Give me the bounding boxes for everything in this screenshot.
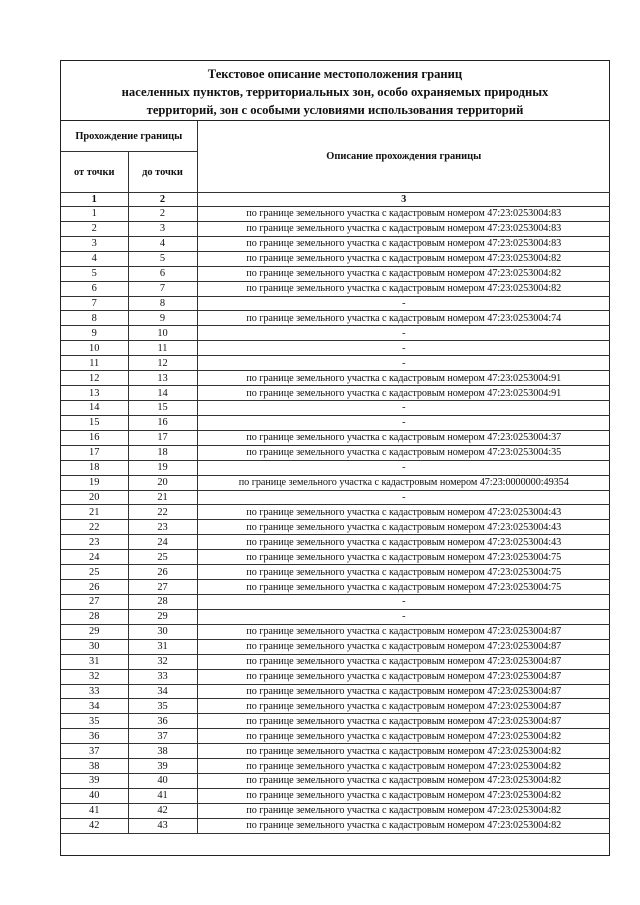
cell-from-point: 13 bbox=[61, 386, 128, 401]
table-row bbox=[61, 475, 610, 490]
cell-from-point: 37 bbox=[61, 744, 128, 759]
cell-to-point: 38 bbox=[128, 744, 197, 759]
table-row bbox=[61, 415, 610, 430]
cell-from-point: 3 bbox=[61, 236, 128, 251]
cell-from-point: 30 bbox=[61, 639, 128, 654]
table-row bbox=[61, 400, 610, 415]
boundary-table bbox=[61, 121, 610, 834]
cell-to-point: 21 bbox=[128, 490, 197, 505]
table-row bbox=[61, 236, 610, 251]
table-row bbox=[61, 326, 610, 341]
cell-to-point: 41 bbox=[128, 788, 197, 803]
cell-description: по границе земельного участка с кадастровым номером 47:23:0253004:82 bbox=[197, 266, 610, 281]
title-line-2: населенных пунктов, территориальных зон, особо охраняемых природных bbox=[121, 85, 549, 99]
cell-from-point: 12 bbox=[61, 371, 128, 386]
cell-to-point: 7 bbox=[128, 281, 197, 296]
table-row bbox=[61, 445, 610, 460]
cell-from-point: 40 bbox=[61, 788, 128, 803]
cell-description: по границе земельного участка с кадастровым номером 47:23:0253004:91 bbox=[197, 386, 610, 401]
cell-from-point: 35 bbox=[61, 714, 128, 729]
cell-description: по границе земельного участка с кадастровым номером 47:23:0253004:87 bbox=[197, 669, 610, 684]
cell-to-point: 27 bbox=[128, 580, 197, 595]
cell-to-point: 29 bbox=[128, 609, 197, 624]
cell-from-point: 15 bbox=[61, 415, 128, 430]
table-row bbox=[61, 356, 610, 371]
cell-to-point: 9 bbox=[128, 311, 197, 326]
document-title bbox=[61, 61, 609, 121]
cell-description: по границе земельного участка с кадастровым номером 47:23:0253004:43 bbox=[197, 505, 610, 520]
cell-description: по границе земельного участка с кадастровым номером 47:23:0253004:74 bbox=[197, 311, 610, 326]
cell-description: по границе земельного участка с кадастровым номером 47:23:0253004:82 bbox=[197, 788, 610, 803]
cell-to-point: 6 bbox=[128, 266, 197, 281]
cell-to-point: 12 bbox=[128, 356, 197, 371]
cell-description: по границе земельного участка с кадастровым номером 47:23:0253004:82 bbox=[197, 818, 610, 833]
table-row bbox=[61, 296, 610, 311]
cell-to-point: 40 bbox=[128, 774, 197, 789]
cell-description: - bbox=[197, 415, 610, 430]
cell-description: по границе земельного участка с кадастровым номером 47:23:0253004:43 bbox=[197, 535, 610, 550]
cell-to-point: 17 bbox=[128, 430, 197, 445]
cell-from-point: 39 bbox=[61, 774, 128, 789]
header-description: Описание прохождения границы bbox=[197, 121, 610, 193]
cell-from-point: 34 bbox=[61, 699, 128, 714]
table-row bbox=[61, 535, 610, 550]
cell-to-point: 8 bbox=[128, 296, 197, 311]
cell-description: по границе земельного участка с кадастровым номером 47:23:0253004:87 bbox=[197, 639, 610, 654]
cell-to-point: 43 bbox=[128, 818, 197, 833]
cell-to-point: 15 bbox=[128, 400, 197, 415]
cell-from-point: 22 bbox=[61, 520, 128, 535]
table-row bbox=[61, 266, 610, 281]
table-row bbox=[61, 654, 610, 669]
cell-from-point: 31 bbox=[61, 654, 128, 669]
cell-to-point: 23 bbox=[128, 520, 197, 535]
table-row bbox=[61, 759, 610, 774]
table-row bbox=[61, 684, 610, 699]
cell-description: по границе земельного участка с кадастровым номером 47:23:0253004:82 bbox=[197, 744, 610, 759]
table-row bbox=[61, 669, 610, 684]
header-to-point: до точки bbox=[128, 152, 197, 193]
cell-description: по границе земельного участка с кадастровым номером 47:23:0253004:87 bbox=[197, 654, 610, 669]
cell-description: по границе земельного участка с кадастровым номером 47:23:0253004:37 bbox=[197, 430, 610, 445]
table-row bbox=[61, 729, 610, 744]
cell-to-point: 3 bbox=[128, 221, 197, 236]
cell-from-point: 33 bbox=[61, 684, 128, 699]
cell-from-point: 14 bbox=[61, 400, 128, 415]
cell-from-point: 17 bbox=[61, 445, 128, 460]
cell-description: по границе земельного участка с кадастровым номером 47:23:0253004:82 bbox=[197, 251, 610, 266]
cell-to-point: 13 bbox=[128, 371, 197, 386]
header-boundary-group: Прохождение границы bbox=[61, 121, 197, 152]
cell-description: по границе земельного участка с кадастровым номером 47:23:0253004:87 bbox=[197, 714, 610, 729]
cell-description: по границе земельного участка с кадастровым номером 47:23:0253004:87 bbox=[197, 699, 610, 714]
cell-to-point: 35 bbox=[128, 699, 197, 714]
table-row bbox=[61, 550, 610, 565]
cell-description: по границе земельного участка с кадастровым номером 47:23:0253004:83 bbox=[197, 236, 610, 251]
cell-description: по границе земельного участка с кадастровым номером 47:23:0253004:82 bbox=[197, 774, 610, 789]
cell-description: - bbox=[197, 400, 610, 415]
table-row bbox=[61, 788, 610, 803]
table-row bbox=[61, 565, 610, 580]
cell-to-point: 19 bbox=[128, 460, 197, 475]
cell-description: по границе земельного участка с кадастровым номером 47:23:0253004:75 bbox=[197, 550, 610, 565]
table-row bbox=[61, 774, 610, 789]
title-line-1: Текстовое описание местоположения границ bbox=[207, 67, 463, 81]
table-row bbox=[61, 803, 610, 818]
table-row bbox=[61, 624, 610, 639]
cell-to-point: 11 bbox=[128, 341, 197, 356]
cell-to-point: 42 bbox=[128, 803, 197, 818]
table-row bbox=[61, 460, 610, 475]
cell-to-point: 30 bbox=[128, 624, 197, 639]
cell-to-point: 33 bbox=[128, 669, 197, 684]
table-row bbox=[61, 251, 610, 266]
table-row bbox=[61, 639, 610, 654]
cell-description: - bbox=[197, 341, 610, 356]
cell-from-point: 2 bbox=[61, 221, 128, 236]
table-row bbox=[61, 207, 610, 222]
cell-from-point: 38 bbox=[61, 759, 128, 774]
cell-from-point: 4 bbox=[61, 251, 128, 266]
document-frame bbox=[60, 60, 610, 856]
cell-description: - bbox=[197, 460, 610, 475]
cell-from-point: 36 bbox=[61, 729, 128, 744]
cell-to-point: 37 bbox=[128, 729, 197, 744]
table-row bbox=[61, 281, 610, 296]
cell-from-point: 19 bbox=[61, 475, 128, 490]
cell-from-point: 25 bbox=[61, 565, 128, 580]
cell-to-point: 20 bbox=[128, 475, 197, 490]
table-row bbox=[61, 505, 610, 520]
cell-from-point: 32 bbox=[61, 669, 128, 684]
cell-description: - bbox=[197, 356, 610, 371]
cell-from-point: 29 bbox=[61, 624, 128, 639]
cell-from-point: 21 bbox=[61, 505, 128, 520]
column-number-2: 2 bbox=[128, 193, 197, 207]
cell-description: по границе земельного участка с кадастровым номером 47:23:0253004:75 bbox=[197, 580, 610, 595]
cell-to-point: 39 bbox=[128, 759, 197, 774]
table-row bbox=[61, 744, 610, 759]
cell-description: по границе земельного участка с кадастровым номером 47:23:0253004:87 bbox=[197, 684, 610, 699]
cell-to-point: 16 bbox=[128, 415, 197, 430]
cell-from-point: 16 bbox=[61, 430, 128, 445]
cell-to-point: 28 bbox=[128, 594, 197, 609]
cell-from-point: 10 bbox=[61, 341, 128, 356]
table-row bbox=[61, 818, 610, 833]
cell-to-point: 22 bbox=[128, 505, 197, 520]
column-number-1: 1 bbox=[61, 193, 128, 207]
table-body bbox=[61, 207, 610, 834]
column-number-3: 3 bbox=[197, 193, 610, 207]
cell-to-point: 10 bbox=[128, 326, 197, 341]
cell-from-point: 7 bbox=[61, 296, 128, 311]
table-row bbox=[61, 221, 610, 236]
cell-description: по границе земельного участка с кадастровым номером 47:23:0253004:82 bbox=[197, 729, 610, 744]
cell-to-point: 5 bbox=[128, 251, 197, 266]
cell-to-point: 36 bbox=[128, 714, 197, 729]
header-from-point: от точки bbox=[61, 152, 128, 193]
cell-from-point: 18 bbox=[61, 460, 128, 475]
cell-description: - bbox=[197, 326, 610, 341]
table-row bbox=[61, 699, 610, 714]
table-row bbox=[61, 371, 610, 386]
cell-to-point: 24 bbox=[128, 535, 197, 550]
cell-from-point: 26 bbox=[61, 580, 128, 595]
table-row bbox=[61, 609, 610, 624]
cell-description: по границе земельного участка с кадастровым номером 47:23:0253004:75 bbox=[197, 565, 610, 580]
cell-to-point: 2 bbox=[128, 207, 197, 222]
table-row bbox=[61, 520, 610, 535]
cell-from-point: 23 bbox=[61, 535, 128, 550]
cell-description: по границе земельного участка с кадастровым номером 47:23:0253004:83 bbox=[197, 221, 610, 236]
cell-from-point: 24 bbox=[61, 550, 128, 565]
cell-from-point: 11 bbox=[61, 356, 128, 371]
cell-description: по границе земельного участка с кадастровым номером 47:23:0253004:82 bbox=[197, 759, 610, 774]
cell-from-point: 5 bbox=[61, 266, 128, 281]
cell-description: по границе земельного участка с кадастровым номером 47:23:0253004:35 bbox=[197, 445, 610, 460]
cell-to-point: 34 bbox=[128, 684, 197, 699]
cell-description: по границе земельного участка с кадастровым номером 47:23:0253004:82 bbox=[197, 803, 610, 818]
cell-from-point: 8 bbox=[61, 311, 128, 326]
cell-description: по границе земельного участка с кадастровым номером 47:23:0253004:87 bbox=[197, 624, 610, 639]
cell-description: по границе земельного участка с кадастровым номером 47:23:0000000:49354 bbox=[197, 475, 610, 490]
table-row bbox=[61, 594, 610, 609]
table-row bbox=[61, 580, 610, 595]
table-row bbox=[61, 714, 610, 729]
cell-description: - bbox=[197, 296, 610, 311]
table-row bbox=[61, 386, 610, 401]
cell-description: по границе земельного участка с кадастровым номером 47:23:0253004:91 bbox=[197, 371, 610, 386]
cell-description: - bbox=[197, 594, 610, 609]
cell-from-point: 28 bbox=[61, 609, 128, 624]
cell-from-point: 9 bbox=[61, 326, 128, 341]
cell-from-point: 20 bbox=[61, 490, 128, 505]
cell-to-point: 31 bbox=[128, 639, 197, 654]
table-row bbox=[61, 490, 610, 505]
cell-to-point: 25 bbox=[128, 550, 197, 565]
cell-from-point: 6 bbox=[61, 281, 128, 296]
table-row bbox=[61, 311, 610, 326]
cell-to-point: 14 bbox=[128, 386, 197, 401]
cell-description: по границе земельного участка с кадастровым номером 47:23:0253004:43 bbox=[197, 520, 610, 535]
title-line-3: территорий, зон с особыми условиями использования территорий bbox=[146, 103, 524, 117]
cell-to-point: 32 bbox=[128, 654, 197, 669]
cell-to-point: 18 bbox=[128, 445, 197, 460]
cell-from-point: 41 bbox=[61, 803, 128, 818]
cell-from-point: 1 bbox=[61, 207, 128, 222]
cell-to-point: 4 bbox=[128, 236, 197, 251]
cell-from-point: 27 bbox=[61, 594, 128, 609]
cell-description: по границе земельного участка с кадастровым номером 47:23:0253004:83 bbox=[197, 207, 610, 222]
cell-description: - bbox=[197, 609, 610, 624]
cell-description: - bbox=[197, 490, 610, 505]
table-row bbox=[61, 341, 610, 356]
cell-description: по границе земельного участка с кадастровым номером 47:23:0253004:82 bbox=[197, 281, 610, 296]
cell-to-point: 26 bbox=[128, 565, 197, 580]
table-row bbox=[61, 430, 610, 445]
cell-from-point: 42 bbox=[61, 818, 128, 833]
